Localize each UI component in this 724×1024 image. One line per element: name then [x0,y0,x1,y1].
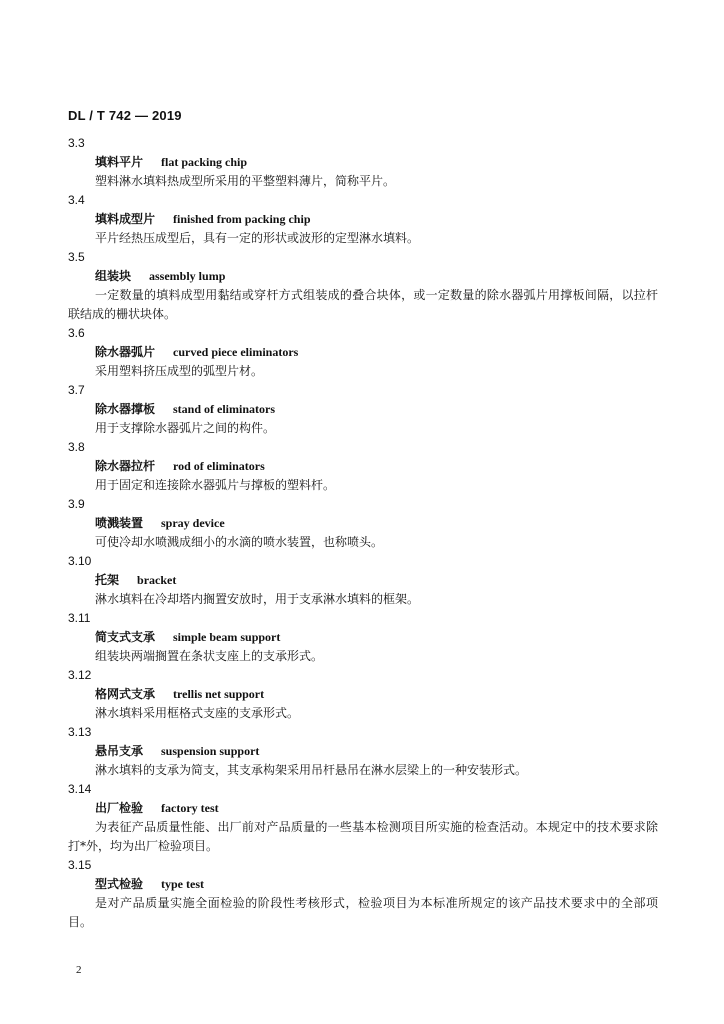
entry-3-15 [68,856,658,932]
term-line [68,685,658,704]
entry-3-5 [68,248,658,324]
entry-3-14 [68,780,658,856]
term-definition: 淋水填料采用框格式支座的支承形式。 [95,706,300,720]
entry-3-8 [68,438,658,495]
term-definition: 淋水填料的支承为简支，其支承构架采用吊杆悬吊在淋水层梁上的一种安装形式。 [95,763,528,777]
term-line [68,571,658,590]
term-definition: 用于固定和连接除水器弧片与撑板的塑料杆。 [95,478,336,492]
term-line [68,400,658,419]
term-english: assembly lump [149,269,226,283]
entry-3-10 [68,552,658,609]
term-english: spray device [161,516,225,530]
term-chinese: 格网式支承 [95,687,156,701]
term-chinese: 填料平片 [95,155,144,169]
term-line [68,875,658,894]
entry-3-4 [68,191,658,248]
term-line [68,343,658,362]
clause-number: 3.9 [68,497,85,511]
term-english: rod of eliminators [173,459,265,473]
entry-3-12 [68,666,658,723]
term-definition: 是对产品质量实施全面检验的阶段性考核形式，检验项目为本标准所规定的该产品技术要求中的全部项目。 [68,896,658,929]
term-definition: 淋水填料在冷却塔内搁置安放时，用于支承淋水填料的框架。 [95,592,420,606]
term-definition: 平片经热压成型后，具有一定的形状或波形的定型淋水填料。 [95,231,420,245]
term-chinese: 托架 [95,573,120,587]
term-chinese: 简支式支承 [95,630,156,644]
term-chinese: 除水器弧片 [95,345,156,359]
term-definition: 可使冷却水喷溅成细小的水滴的喷水装置，也称喷头。 [95,535,384,549]
entry-3-13 [68,723,658,780]
terms-list [68,134,658,932]
term-definition: 采用塑料挤压成型的弧型片材。 [95,364,264,378]
term-english: type test [161,877,204,891]
term-chinese: 填料成型片 [95,212,156,226]
clause-number: 3.7 [68,383,85,397]
term-english: flat packing chip [161,155,248,169]
entry-3-7 [68,381,658,438]
clause-number: 3.5 [68,250,85,264]
clause-number: 3.15 [68,858,92,872]
term-line [68,267,658,286]
term-english: trellis net support [173,687,265,701]
term-chinese: 除水器撑板 [95,402,156,416]
term-chinese: 除水器拉杆 [95,459,156,473]
term-english: simple beam support [173,630,281,644]
entry-3-3 [68,134,658,191]
clause-number: 3.14 [68,782,92,796]
term-english: bracket [137,573,177,587]
clause-number: 3.13 [68,725,92,739]
term-definition: 为表征产品质量性能、出厂前对产品质量的一些基本检测项目所实施的检查活动。本规定中的技术要求除打*外，均为出厂检验项目。 [68,820,658,853]
term-line [68,457,658,476]
term-english: curved piece eliminators [173,345,299,359]
term-line [68,514,658,533]
term-chinese: 组装块 [95,269,132,283]
standard-code-header: DL / T 742 — 2019 [68,108,182,123]
term-line [68,742,658,761]
clause-number: 3.12 [68,668,92,682]
term-line [68,153,658,172]
clause-number: 3.11 [68,611,91,625]
clause-number: 3.3 [68,136,85,150]
entry-3-11 [68,609,658,666]
term-definition: 组装块两端搁置在条状支座上的支承形式。 [95,649,324,663]
term-chinese: 型式检验 [95,877,144,891]
term-line [68,799,658,818]
clause-number: 3.10 [68,554,92,568]
term-english: finished from packing chip [173,212,311,226]
clause-number: 3.4 [68,193,85,207]
clause-number: 3.6 [68,326,85,340]
term-definition: 塑料淋水填料热成型所采用的平整塑料薄片，简称平片。 [95,174,396,188]
term-definition: 用于支撑除水器弧片之间的构件。 [95,421,276,435]
term-definition: 一定数量的填料成型用黏结或穿杆方式组装成的叠合块体，或一定数量的除水器弧片用撑板间隔，以拉杆联结成的栅状块体。 [68,288,658,321]
page-number: 2 [76,964,82,976]
term-chinese: 悬吊支承 [95,744,144,758]
term-english: suspension support [161,744,260,758]
term-chinese: 喷溅装置 [95,516,144,530]
term-line [68,210,658,229]
term-english: factory test [161,801,219,815]
term-line [68,628,658,647]
entry-3-6 [68,324,658,381]
entry-3-9 [68,495,658,552]
clause-number: 3.8 [68,440,85,454]
term-chinese: 出厂检验 [95,801,144,815]
term-english: stand of eliminators [173,402,276,416]
